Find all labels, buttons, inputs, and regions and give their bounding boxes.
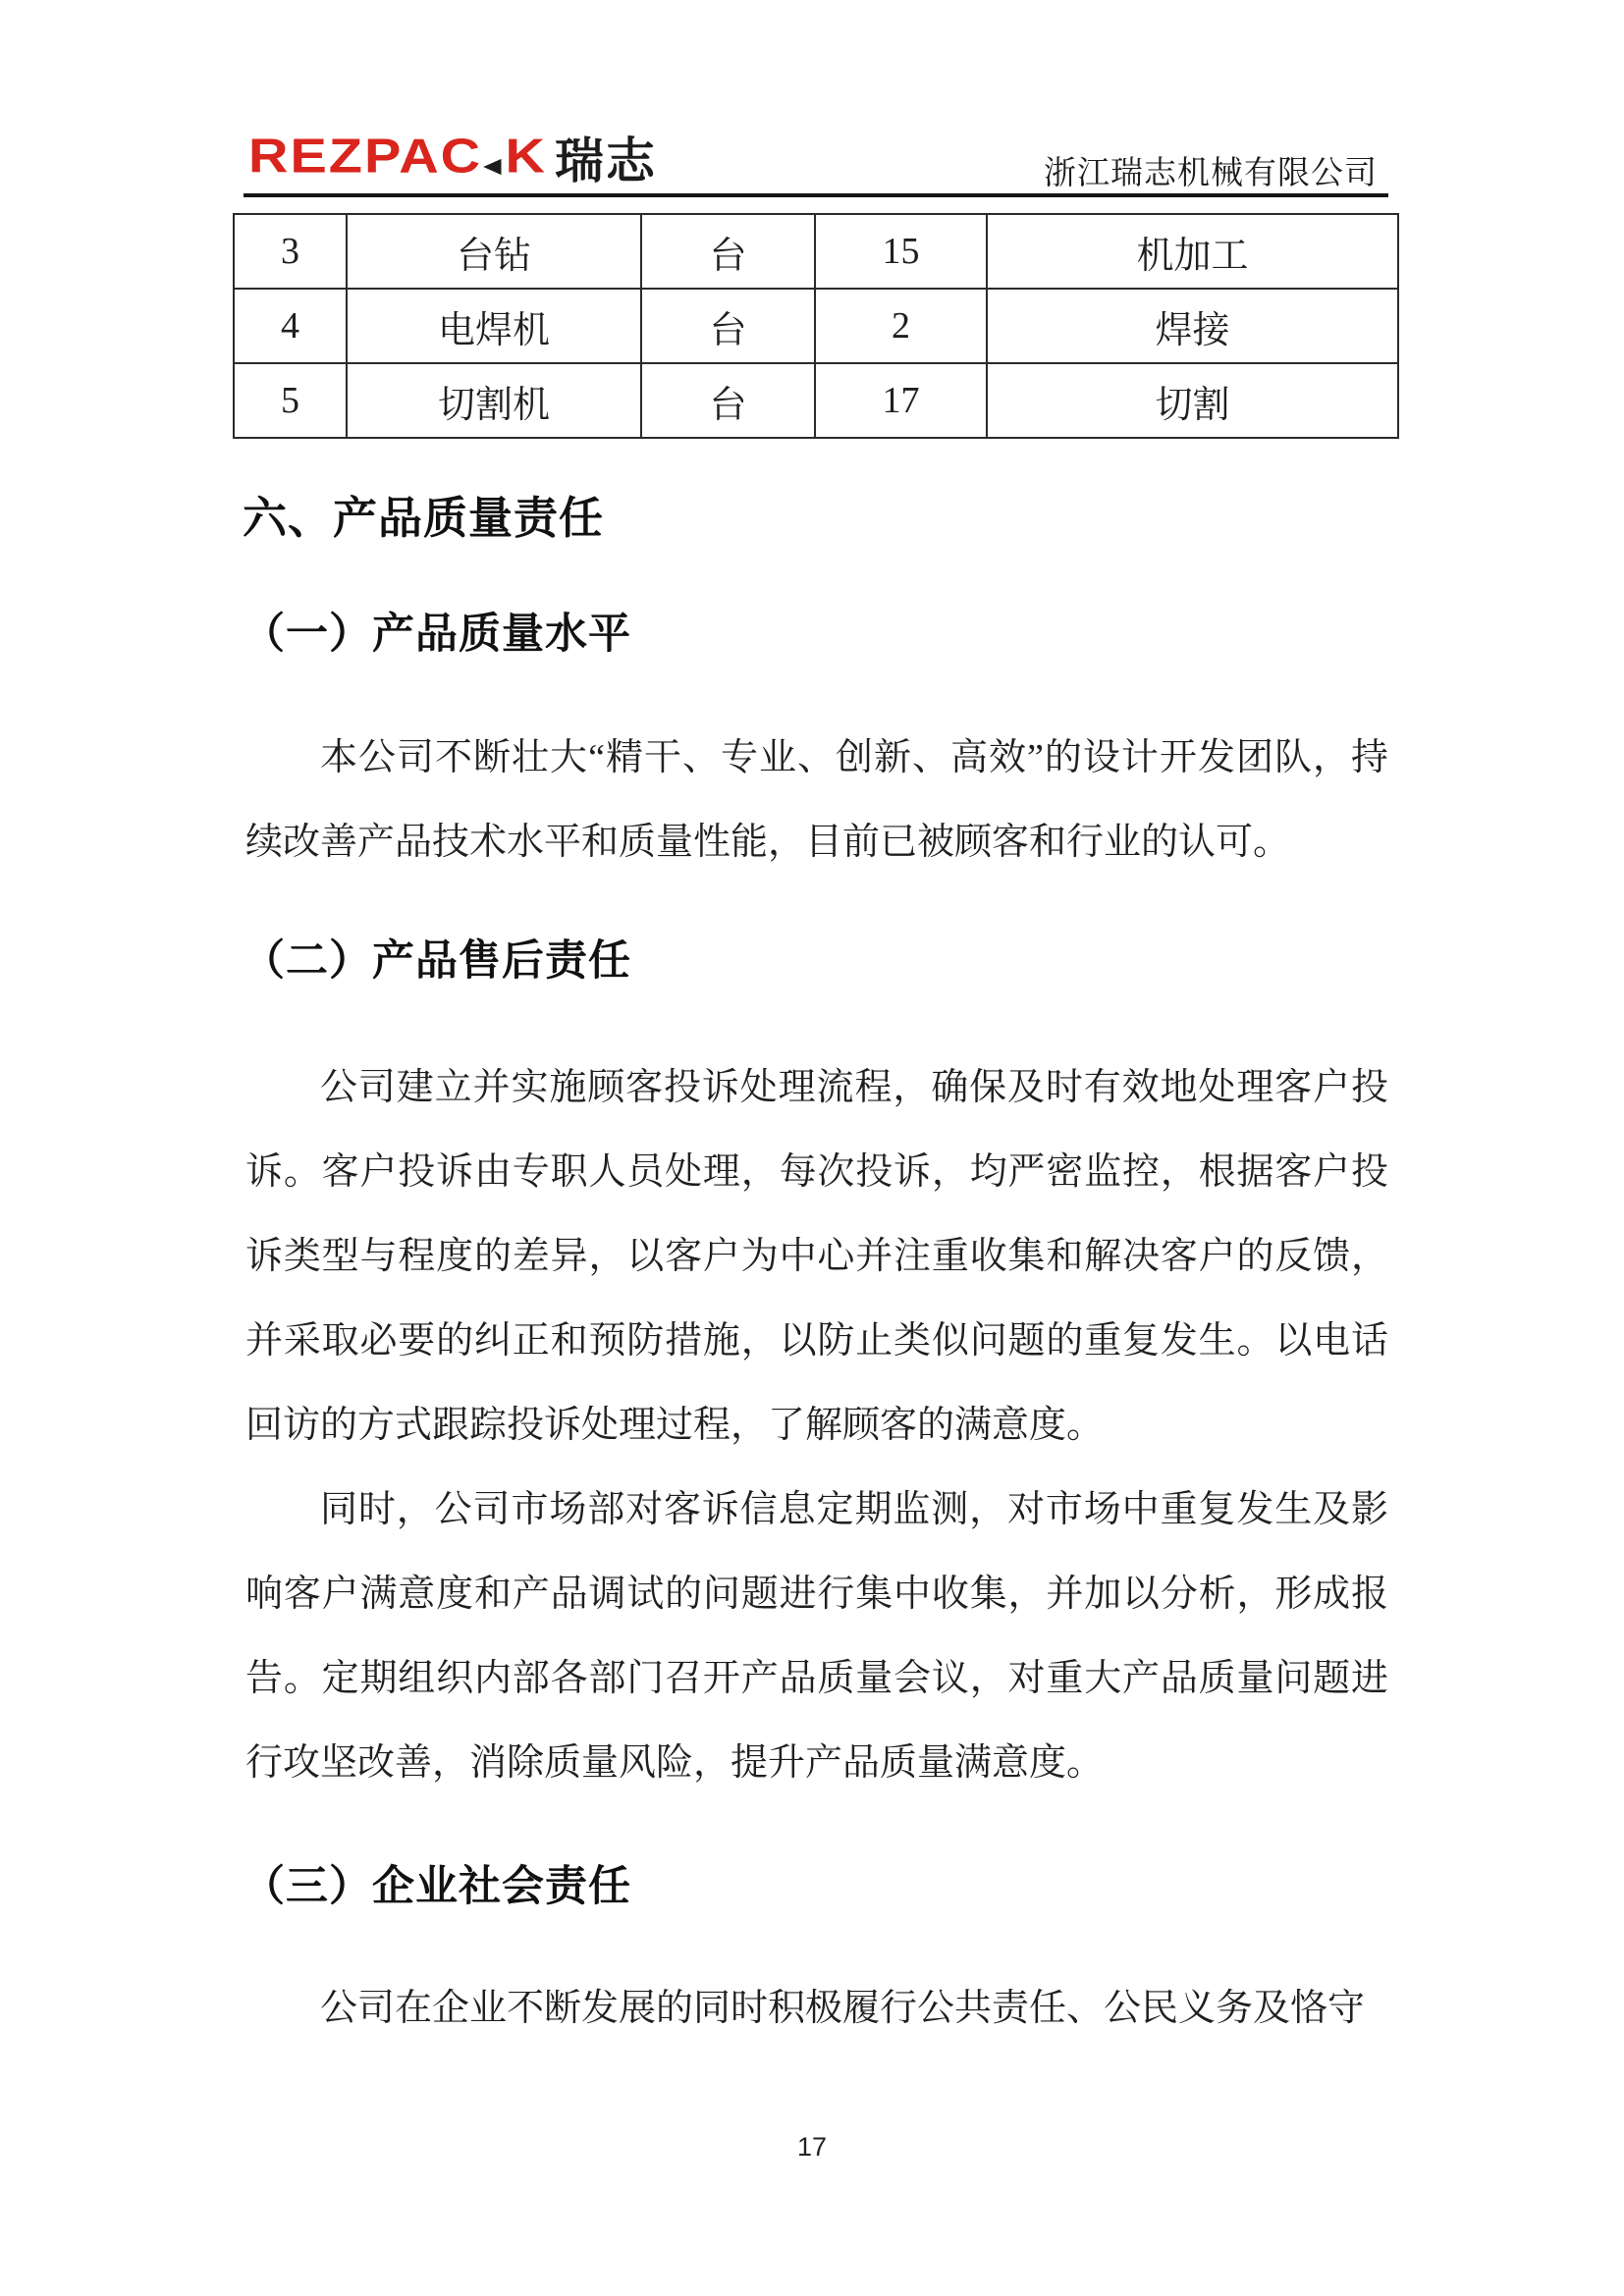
subsection-heading-social-responsibility: （三）企业社会责任	[243, 1864, 631, 1910]
cell-unit: 台	[641, 363, 815, 438]
cell-serial: 4	[234, 289, 347, 363]
paragraph-social-responsibility	[245, 1966, 1388, 2051]
paragraph-text: 本公司不断壮大“精干、专业、创新、高效”的设计开发团队，持续改善产品技术水平和质量性能，目前已被顾客和行业的认可。	[245, 737, 1388, 863]
cell-serial: 5	[234, 363, 347, 438]
cell-quantity: 2	[815, 289, 987, 363]
cell-quantity: 15	[815, 214, 987, 289]
cell-unit: 台	[641, 289, 815, 363]
cell-unit: 台	[641, 214, 815, 289]
brand-text-right: K	[505, 128, 547, 183]
arrow-left-icon: ◀	[483, 153, 504, 178]
paragraph-after-sales	[245, 1045, 1388, 1805]
cell-name: 电焊机	[347, 289, 641, 363]
paragraph-quality-level	[245, 716, 1388, 884]
subsection-heading-after-sales: （二）产品售后责任	[243, 938, 631, 985]
cell-usage: 焊接	[987, 289, 1398, 363]
header-divider	[244, 193, 1388, 197]
section-heading-quality-responsibility: 六、产品质量责任	[243, 493, 605, 543]
cell-quantity: 17	[815, 363, 987, 438]
equipment-table	[233, 213, 1399, 439]
paragraph-text: 公司建立并实施顾客投诉处理流程，确保及时有效地处理客户投诉。客户投诉由专职人员处理，每次投诉，均严密监控，根据客户投诉类型与程度的差异，以客户为中心并注重收集和解决客户的反馈，并采取必要的纠正和预防措施，以防止类似问题的重复发生。以电话回访的方式跟踪投诉处理过程，了解顾客的满意度。	[245, 1067, 1388, 1446]
cell-name: 切割机	[347, 363, 641, 438]
cell-serial: 3	[234, 214, 347, 289]
company-name-header: 浙江瑞志机械有限公司	[1044, 156, 1378, 191]
cell-usage: 切割	[987, 363, 1398, 438]
brand-text-left: REZPAC	[248, 128, 483, 183]
brand-chinese-text: 瑞志	[555, 133, 657, 188]
page-number: 17	[796, 2132, 828, 2162]
table-row	[234, 289, 1398, 363]
cell-name: 台钻	[347, 214, 641, 289]
paragraph-text: 公司在企业不断发展的同时积极履行公共责任、公民义务及恪守	[320, 1988, 1366, 2029]
subsection-heading-quality-level: （一）产品质量水平	[243, 612, 631, 658]
cell-usage: 机加工	[987, 214, 1398, 289]
table-row	[234, 214, 1398, 289]
table-row	[234, 363, 1398, 438]
paragraph-text: 同时，公司市场部对客诉信息定期监测，对市场中重复发生及影响客户满意度和产品调试的问题进行集中收集，并加以分析，形成报告。定期组织内部各部门召开产品质量会议，对重大产品质量问题进行攻坚改善，消除质量风险，提升产品质量满意度。	[245, 1489, 1388, 1784]
